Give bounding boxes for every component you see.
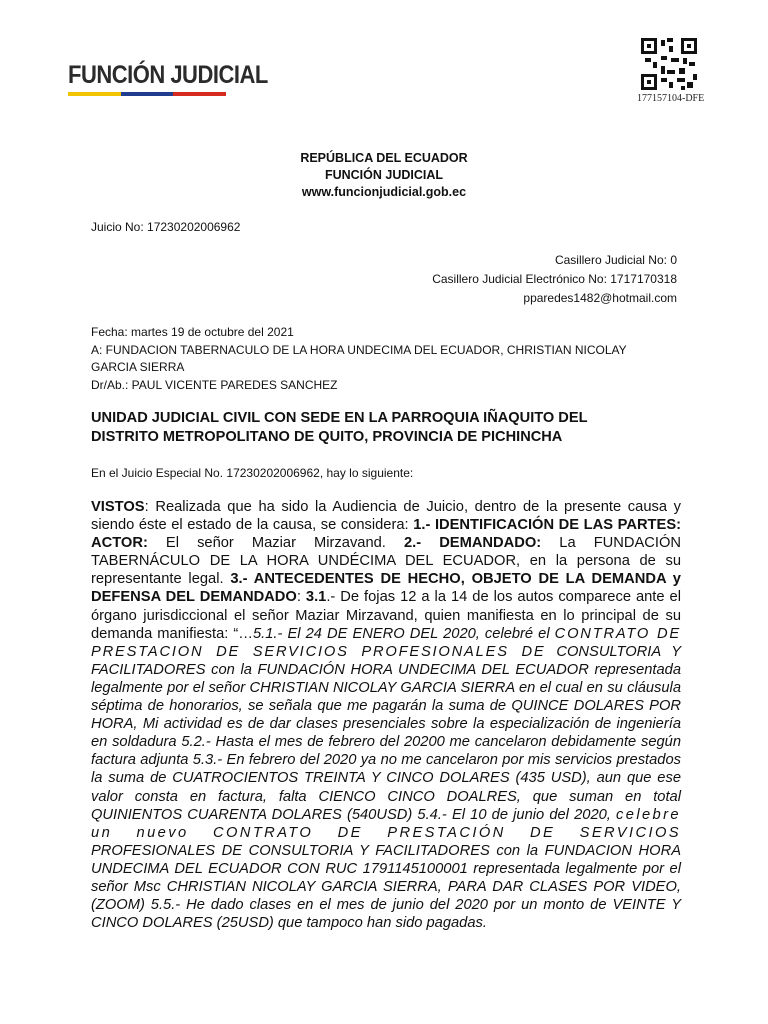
header-funcion: FUNCIÓN JUDICIAL bbox=[324, 168, 444, 182]
recipient-line2: GARCIA SIERRA bbox=[91, 360, 185, 374]
court-line1: UNIDAD JUDICIAL CIVIL CON SEDE EN LA PARROQUIA IÑAQUITO DEL bbox=[91, 410, 588, 426]
recipient-line1: A: FUNDACION TABERNACULO DE LA HORA UNDECIMA DEL ECUADOR, CHRISTIAN NICOLAY bbox=[91, 343, 627, 357]
court-line2: DISTRITO METROPOLITANO DE QUITO, PROVINCIA DE PICHINCHA bbox=[91, 429, 563, 445]
flag-stripe bbox=[68, 92, 226, 96]
body-text-2: El señor Maziar Mirzavand. bbox=[147, 535, 404, 552]
antecedentes-heading: 3.- ANTECEDENTES DE HECHO, OBJETO DE LA DEMANDA y DEFENSA DEL DEMANDADO bbox=[91, 571, 681, 606]
qr-code-icon bbox=[641, 38, 697, 90]
flag-red bbox=[173, 92, 226, 96]
header-republica: REPÚBLICA DEL ECUADOR bbox=[300, 151, 468, 165]
logo-text: FUNCIÓN JUDICIAL bbox=[68, 60, 268, 89]
ruling-text bbox=[91, 498, 681, 932]
identificacion-heading: 1.- IDENTIFICACIÓN DE LAS PARTES: ACTOR: bbox=[91, 517, 682, 552]
demandado-heading: 2.- DEMANDADO: bbox=[403, 535, 542, 552]
funcion-judicial-logo bbox=[68, 60, 268, 96]
lawyer: Dr/Ab.: PAUL VICENTE PAREDES SANCHEZ bbox=[91, 378, 338, 392]
body-text-3: La FUNDACIÓN TABERNÁCULO DE LA HORA UNDÉCIMA DEL ECUADOR, en la persona de su representante legal. bbox=[91, 535, 681, 588]
header-website: www.funcionjudicial.gob.ec bbox=[301, 185, 467, 199]
quote-contrato-1: CONTRATO DE PRESTACION DE SERVICIOS PROFESIONALES DE bbox=[91, 625, 681, 660]
email-address: pparedes1482@hotmail.com bbox=[523, 291, 677, 305]
court-name bbox=[91, 409, 691, 447]
body-text-1: : Realizada que ha sido la Audiencia de Juicio, dentro de la presente causa y siendo éste el estado de la causa, se considera: bbox=[91, 499, 681, 534]
fecha: Fecha: martes 19 de octubre del 2021 bbox=[91, 325, 294, 339]
flag-yellow bbox=[68, 92, 121, 96]
casillero-electronico: Casillero Judicial Electrónico No: 1717170318 bbox=[432, 272, 677, 286]
intro-line: En el Juicio Especial No. 17230202006962, hay lo siguiente: bbox=[91, 466, 414, 480]
casillero-judicial: Casillero Judicial No: 0 bbox=[554, 253, 677, 267]
juicio-number: Juicio No: 17230202006962 bbox=[91, 220, 241, 234]
body-text-4: : bbox=[296, 589, 306, 606]
quote-contrato-2: celebre un nuevo CONTRATO DE PRESTACIÓN DE SERVICIOS bbox=[91, 806, 681, 841]
quote-3: PROFESIONALES DE CONSULTORIA Y FACILITADORES con la FUNDACION HORA UNDECIMA DEL ECUADOR CON RUC 1791145100001 representada legalmente por el señor Msc CHRISTIAN NICOLAY GARCIA SIERRA, PARA DAR CLASES POR VIDEO, (ZOOM) 5.5.- He dado clases en el mes de junio del 2020 por un monto de VEINTE Y CINCO DOLARES (25USD) que tampoco han sido pagadas. bbox=[91, 842, 681, 932]
flag-blue bbox=[121, 92, 174, 96]
quote-1: 5.1.- El 24 DE ENERO DEL 2020, celebré el bbox=[252, 625, 555, 642]
body-text-5: .- De fojas 12 a la 14 de los autos comparece ante el órgano jurisdiccional el señor Maziar Mirzavand, quien manifiesta en lo principal de su demanda manifiesta: “… bbox=[91, 589, 681, 642]
vistos: VISTOS bbox=[91, 499, 145, 515]
qr-code-label: 177157104-DFE bbox=[637, 93, 705, 104]
quote-2: CONSULTORIA Y FACILITADORES con la FUNDACIÓN HORA UNDECIMA DEL ECUADOR representada legalmente por el señor CHRISTIAN NICOLAY GARCIA SIERRA en el cual en su cláusula séptima de honorarios, se señala que me pagarán la suma de QUINCE DOLARES POR HORA, Mi actividad es de dar clases presenciales sobre la especialización de ingeniería en soldadura 5.2.- Hasta el mes de febrero del 20200 me cancelaron debidamente según factura adjunta 5.3.- En febrero del 2020 ya no me cancelaron por mis servicios prestados la suma de CUATROCIENTOS TREINTA Y CINCO DOLARES (435 USD), aun que ese valor consta en factura, falta CIENCO CINCO DOALRES, que suman en total QUINIENTOS CUARENTA DOLARES (540USD) 5.4.- El 10 de junio del 2020, bbox=[91, 643, 681, 823]
section-3-1: 3.1 bbox=[305, 589, 327, 606]
